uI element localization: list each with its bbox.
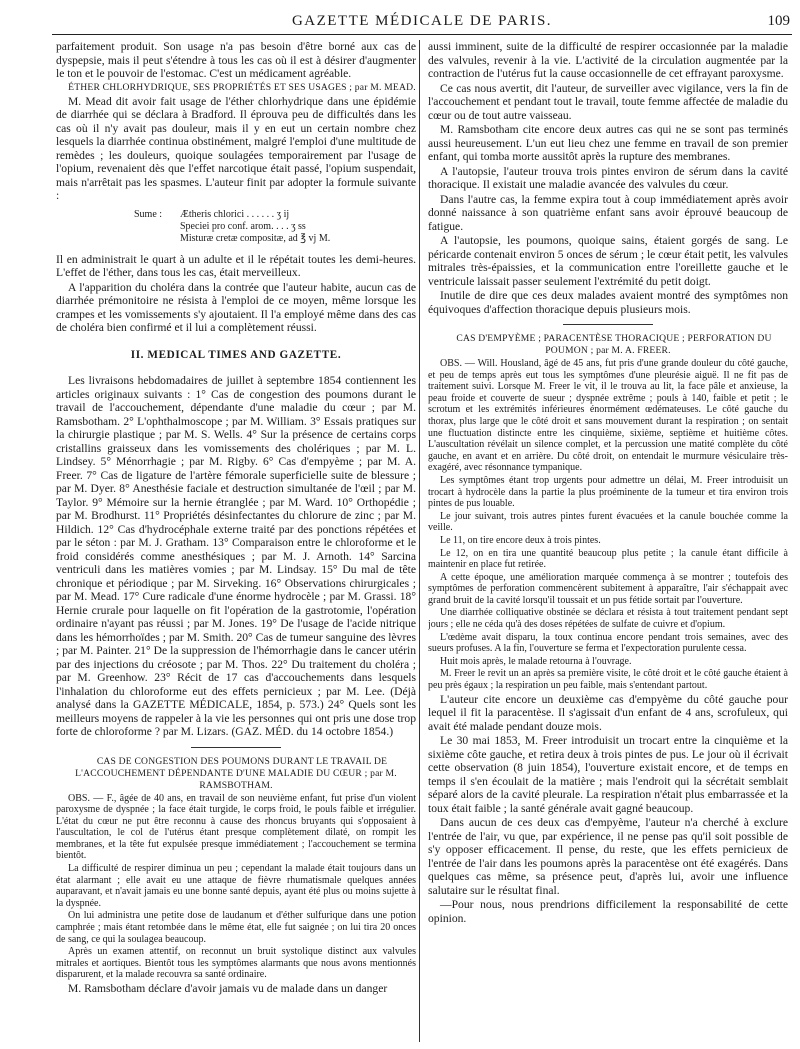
observation-paragraph: A cette époque, une amélioration marquée commença à se montrer ; toutefois des symptômes de perforation commencèrent subitement à apparaître, l'air s'échappait avec grand bruit de la cavité lorsqu'il toussait et un pus fétide sortait par l'ouverture. <box>428 571 788 606</box>
separator-rule <box>191 747 281 748</box>
paragraph: parfaitement produit. Son usage n'a pas besoin d'être borné aux cas de dyspepsie, mais il peut s'étendre à tous les cas où il est à désirer d'augmenter le ton et le pouvoir de l'estomac. C'est un médicament agréable. <box>56 40 416 80</box>
article-heading: CAS DE CONGESTION DES POUMONS DURANT LE TRAVAIL DE L'ACCOUCHEMENT DÉPENDANTE D'UNE MALADIE DU CŒUR ; par M. RAMSBOTHAM. <box>75 755 397 791</box>
separator-rule <box>563 324 653 325</box>
section-title: II. MEDICAL TIMES AND GAZETTE. <box>130 348 342 361</box>
paragraph: aussi imminent, suite de la difficulté de respirer occasionnée par la maladie des valvules, revenir à la vie. L'activité de la circulation augmentée par la contraction de l'utérus fut la cause occasionnelle de cet effrayant paroxysme. <box>428 40 788 80</box>
observation-paragraph: Le 12, on en tira une quantité beaucoup plus petite ; la canule étant difficile à maintenir en place fut retirée. <box>428 547 788 571</box>
observation-paragraph: La difficulté de respirer diminua un peu ; cependant la malade était toujours dans un état alarmant ; elle avait eu une attaque de fièvre rhumatismale quelques années auparavant, et n'avait jamais eu une bonne santé depuis, ayant été plus ou moins sujette à la dyspnée. <box>56 863 416 909</box>
observation-paragraph: Le 11, on tire encore deux à trois pintes. <box>440 534 601 546</box>
paragraph: L'auteur cite encore un deuxième cas d'empyème du côté gauche pour lequel il fit la paracentèse. Il s'agissait d'un enfant de 4 ans, scrofuleux, qui avait été malade pendant douze mois. <box>428 692 788 733</box>
paragraph: Dans aucun de ces deux cas d'empyème, l'auteur n'a cherché à exclure l'entrée de l'air, vu que, par expérience, il ne pense pas qu'il soit possible de s'y opposer efficacement. Il pense, du reste, que les effets pernicieux de l'entrée de l'air dans les poumons après la paracentèse ont été exagérés. Dans quelques cas même, sa présence peut, d'après lui, avoir une influence salutaire sur le résultat final. <box>428 816 788 897</box>
left-column <box>56 40 416 1044</box>
paragraph: M. Ramsbotham cite encore deux autres cas qui ne se sont pas terminés aussi heureusement. L'un eut lieu chez une femme en travail de son premier enfant, qui tomba morte aussitôt après la rupture des membranes. <box>428 123 788 163</box>
observation-paragraph: Les symptômes étant trop urgents pour admettre un délai, M. Freer introduisit un trocart à hydrocèle dans la partie la plus proéminente de la tumeur et tira environ trois pintes de pus louable. <box>428 474 788 510</box>
article-heading: ÉTHER CHLORHYDRIQUE, SES PROPRIÉTÉS ET SES USAGES ; par M. MEAD. <box>68 81 416 93</box>
running-title: GAZETTE MÉDICALE DE PARIS. <box>291 13 553 29</box>
observation-paragraph: Une diarrhée colliquative obstinée se déclara et résista à tout traitement pendant sept jours ; elle ne céda qu'à des doses répétées de sulfate de cuivre et d'opium. <box>428 607 788 631</box>
formula-line: Speciei pro conf. arom. . . . ʒ ss <box>180 220 306 232</box>
observation-paragraph: OBS. — Will. Housland, âgé de 45 ans, fut pris d'une grande douleur du côté gauche, et peu de temps après eut tous les symptômes d'une pleurésie aiguë. Il ne fit pas de traitement suivi. Lorsque M. Freer le vit, il le trouva au lit, la face pâle et anxieuse, la peau froide et couverte de sueur ; dyspnée extrême ; pouls à 140, faible et petit ; le scrotum et les extrémités inférieures énormément œdémateuses. Le côté gauche du thorax, plus large que le côté droit et sans mouvement durant la respiration ; on sentait une fluctuation distincte entre les cinquième, sixième, septième et huitième côtes. L'auscultation révélait un silence complet, et la percussion une matité complète du côté gauche, en avant et en arrière. Du côté droit, on entendait le murmure vésiculaire très-exagéré, avec résonnance tympanique. <box>428 358 788 474</box>
right-column <box>428 40 788 1044</box>
page-number: 109 <box>767 13 790 29</box>
prescription-formula <box>134 209 416 245</box>
paragraph: Les livraisons hebdomadaires de juillet à septembre 1854 contiennent les articles originaux suivants : 1° Cas de congestion des poumons durant le travail de l'accouchement, dépendante d'une maladie du cœur ; par M. Ramsbotham. 2° L'ophthalmoscope ; par M. William. 3° Essais pratiques sur la chirurgie plastique ; par M. S. Wells. 4° Sur la présence de certains corps cristallins graisseux dans les vomissements des cholériques ; par M. L. Lindsey. 5° Ménorrhagie ; par M. Rigby. 6° Cas d'empyème ; par M. A. Freer. 7° Cas de ligature de l'artère fémorale superficielle suite de blessure ; par M. Dyer. 8° Anesthésie faciale et destruction simultanée de l'œil ; par M. Taylor. 9° Mémoire sur la hernie étranglée ; par M. Ward. 10° Orthopédie ; par M. Brodhurst. 11° Propriétés désinfectantes du chlorure de zinc ; par M. Hildich. 12° Cas d'hydrocéphale externe traité par des ponctions répétées et par le séton : par M. J. Gratham. 13° Comparaison entre le chloroforme et le froid considérés comme anesthésiques ; par M. J. Arnoth. 14° Sarcina ventriculi dans les matières vomies ; par M. Lindsay. 15° Du mal de tête chronique et périodique ; par M. Sirveking. 16° Observations chirurgicales ; par M. Mead. 17° Cure radicale d'une énorme hydrocèle ; par M. Grassi. 18° Hernie crurale pour laquelle on fit l'opération de la gastrotomie, l'opération ordinaire n'ayant pas réussi ; par M. Jones. 19° De l'usage de l'acide nitrique dans les hémorrhoïdes ; par M. Smith. 20° Cas de tumeur sanguine des lèvres ; par M. Painter. 21° De la suppression de l'hémorrhagie dans le cancer utérin par des injections du créosote ; par M. Thos. 22° Du traitement du choléra ; par M. Greenhow. 23° Récit de 17 cas d'accouchements dans lesquels l'inhalation du chloroforme eut des effets pernicieux ; par M. Lee. (Déjà analysé dans la GAZETTE MÉDICALE, 1854, p. 573.) 24° Quels sont les meilleurs moyens de rappeler à la vie les personnes qui ont pris une dose trop forte de chloroforme ? par M. Lizars. (GAZ. MÉD. du 14 octobre 1854.) <box>56 374 416 738</box>
paragraph: A l'apparition du choléra dans la contrée que l'auteur habite, aucun cas de diarrhée prémonitoire ne résista à l'emploi de ce moyen, même lorsque les crampes et les vomissements s'y ajoutaient. Il l'a employé même dans des cas de choléra bien confirmé et il lui a complètement réussi. <box>56 280 416 334</box>
observation-paragraph: Le jour suivant, trois autres pintes furent évacuées et la canule bouchée comme la veille. <box>428 510 788 534</box>
paragraph: —Pour nous, nous prendrions difficilement la responsabilité de cette opinion. <box>428 898 788 925</box>
paragraph: Le 30 mai 1853, M. Freer introduisit un trocart entre la cinquième et la sixième côte gauche, et retira deux à trois pintes de pus. Le jour où il écrivait cette observation (8 juin 1854), l'ouverture existait encore, et de temps en temps il s'en écoulait de la matière ; mais l'endroit qui la sécrétait semblait séparé alors de la cavité pleurale. La respiration n'était plus embarrassée et la toux était faible ; la santé générale avait gagné beaucoup. <box>428 734 788 815</box>
formula-line: Ætheris chlorici . . . . . . ʒ ij <box>180 208 290 220</box>
observation-paragraph: On lui administra une petite dose de laudanum et d'éther sulfurique dans une potion camphrée ; mais étant retombée dans le même état, elle fut saignée ; on lui tira 20 onces de sang, ce qui la soulagea beaucoup. <box>56 910 416 945</box>
observation-paragraph: L'œdème avait disparu, la toux continua encore pendant trois semaines, avec des sueurs profuses. A la fin, l'ouverture se ferma et l'expectoration purulente cessa. <box>428 631 788 655</box>
paragraph: M. Mead dit avoir fait usage de l'éther chlorhydrique dans une épidémie de diarrhée qui se déclara à Bradford. Il éprouva peu de difficultés dans les cas où il n'y avait pas douleur, mais il y en eut un certain nombre chez lesquels la diarrhée continua obstinément, malgré l'emploi d'une multitude de remèdes ; les douleurs, quoique soulagées temporairement par l'usage de l'opium, revenaient dès que l'effet narcotique était passé, l'opium suspendait, mais n'arrêtait pas les spasmes. L'auteur finit par adopter la formule suivante : <box>56 94 416 202</box>
observation-paragraph: OBS. — F., âgée de 40 ans, en travail de son neuvième enfant, fut prise d'un violent paroxysme de dyspnée ; la face était turgide, le corps froid, le pouls faible et irrégulier. L'état du cœur ne put être reconnu à cause des rhoncus bruyants qui s'opposaient à l'auscultation, le col de l'utérus étant presque complètement dilaté, on rompit les membranes, et la tête fut expulsée presque immédiatement ; l'accouchement se termina bientôt. <box>56 792 416 862</box>
formula-line: Misturæ cretæ compositæ, ad ℥ vj M. <box>180 232 331 244</box>
formula-label: Sume : <box>134 208 163 220</box>
observation-paragraph: M. Freer le revit un an après sa première visite, le côté droit et le côté gauche étaient à peu près égaux ; la respiration un peu faible, mais s'entendant partout. <box>428 668 788 692</box>
article-heading: CAS D'EMPYÈME ; PARACENTÈSE THORACIQUE ; PERFORATION DU POUMON ; par M. A. FREER. <box>456 333 772 356</box>
observation-paragraph: Huit mois après, le malade retourna à l'ouvrage. <box>440 655 632 667</box>
paragraph: Inutile de dire que ces deux malades avaient montré des symptômes non équivoques d'affection thoracique depuis plusieurs mois. <box>428 289 788 316</box>
paragraph: A l'autopsie, l'auteur trouva trois pintes environ de sérum dans la cavité thoracique. Il existait une maladie avancée des valvules du cœur. <box>428 164 788 191</box>
column-divider <box>419 40 420 1042</box>
paragraph: M. Ramsbotham déclare d'avoir jamais vu de malade dans un danger <box>68 982 388 995</box>
paragraph: Ce cas nous avertit, dit l'auteur, de surveiller avec vigilance, vers la fin de l'accouchement et pendant tout le travail, toute femme affectée de maladie du cœur ou de tout autre vaisseau. <box>428 81 788 122</box>
paragraph: Il en administrait le quart à un adulte et il le répétait toutes les demi-heures. L'effet de l'éther, dans tous les cas, était merveilleux. <box>56 252 416 279</box>
paragraph: A l'autopsie, les poumons, quoique sains, étaient gorgés de sang. Le péricarde contenait environ 5 onces de sérum ; le cœur était petit, les valvules mitrales très-épaissies, et la communication entre l'oreillette gauche et le ventricule laissait passer seulement l'extrémité du petit doigt. <box>428 234 788 288</box>
page-header <box>52 12 792 35</box>
observation-paragraph: Après un examen attentif, on reconnut un bruit systolique distinct aux valvules mitrales et aortiques. Bientôt tous les symptômes alarmants que nous avons mentionnés disparurent, et la malade recouvra sa santé ordinaire. <box>56 946 416 981</box>
paragraph: Dans l'autre cas, la femme expira tout à coup immédiatement après avoir donné naissance à son quatrième enfant sans avoir éprouvé beaucoup de fatigue. <box>428 192 788 233</box>
